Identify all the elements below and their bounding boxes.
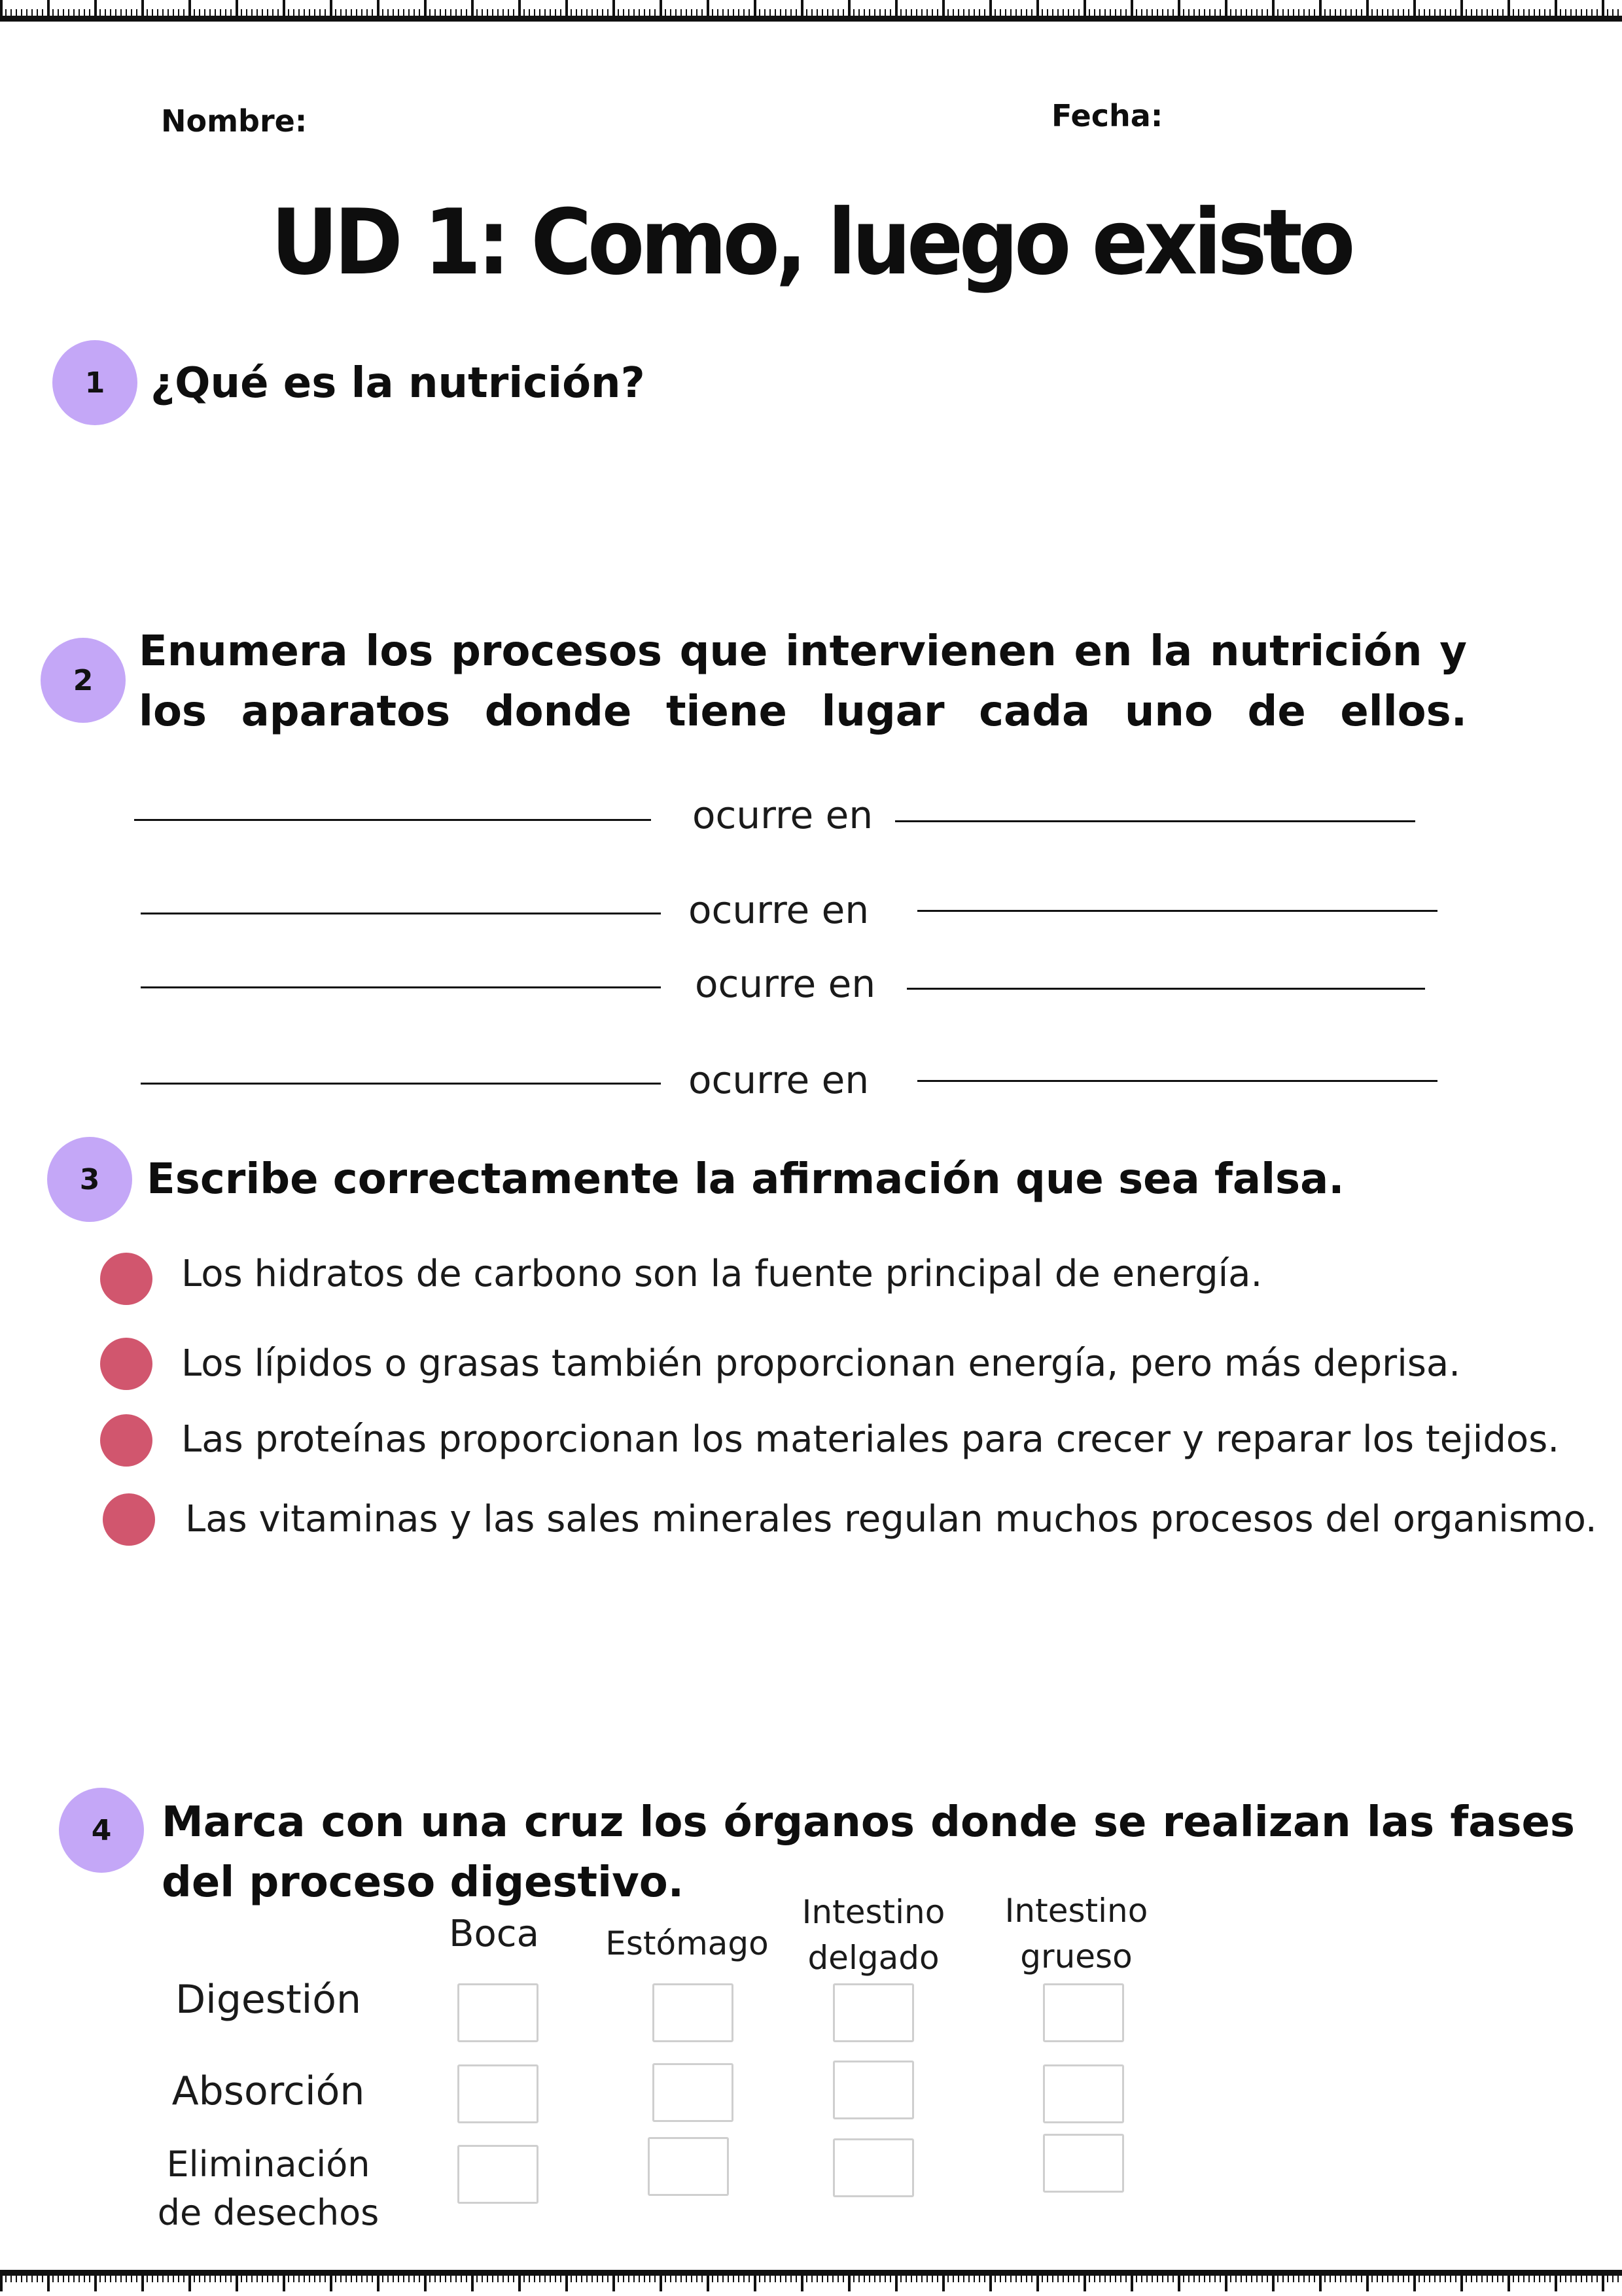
connector-text-3: ocurre en xyxy=(695,962,876,1006)
connector-text-1: ocurre en xyxy=(692,793,873,837)
answer-line-organ-4 xyxy=(917,1080,1437,1082)
column-header-estomago: Estómago xyxy=(605,1924,769,1962)
question-number-4: 4 xyxy=(59,1788,144,1873)
page-title: UD 1: Como, luego existo xyxy=(270,190,1352,295)
statement-2: Los lípidos o grasas también proporcionan energía, pero más deprisa. xyxy=(181,1342,1461,1385)
checkbox-eliminacion-estomago[interactable] xyxy=(648,2137,729,2196)
column-header-intestino-delgado: Intestino delgado xyxy=(802,1893,945,1977)
checkbox-absorcion-intestino-grueso[interactable] xyxy=(1043,2064,1124,2123)
statement-bullet-1 xyxy=(100,1253,152,1305)
question-4-text: Marca con una cruz los órganos donde se realizan las fases del proceso digestivo. xyxy=(162,1798,1575,1907)
answer-line-process-3 xyxy=(141,986,661,988)
checkbox-absorcion-intestino-delgado[interactable] xyxy=(833,2061,914,2119)
answer-line-organ-1 xyxy=(895,820,1415,822)
statement-3: Las proteínas proporcionan los materiales para crecer y reparar los tejidos. xyxy=(181,1418,1560,1461)
checkbox-absorcion-boca[interactable] xyxy=(457,2064,538,2123)
column-header-intestino-grueso: Intestino grueso xyxy=(1004,1892,1148,1975)
row-header-absorcion: Absorción xyxy=(171,2068,365,2114)
answer-line-process-2 xyxy=(141,913,661,914)
checkbox-digestion-intestino-delgado[interactable] xyxy=(833,1983,914,2042)
question-1-text: ¿Qué es la nutrición? xyxy=(150,359,645,408)
bottom-ruler-border xyxy=(0,2261,1622,2295)
name-label: Nombre: xyxy=(161,103,308,139)
statement-1: Los hidratos de carbono son la fuente principal de energía. xyxy=(181,1253,1263,1295)
statement-4: Las vitaminas y las sales minerales regulan muchos procesos del organismo. xyxy=(185,1498,1597,1540)
question-number-1: 1 xyxy=(52,340,137,425)
statement-bullet-2 xyxy=(100,1338,152,1390)
question-number-2: 2 xyxy=(41,638,126,723)
checkbox-digestion-intestino-grueso[interactable] xyxy=(1043,1983,1124,2042)
answer-line-process-4 xyxy=(141,1083,661,1085)
answer-line-organ-3 xyxy=(907,988,1425,990)
statement-bullet-4 xyxy=(103,1493,155,1546)
row-header-digestion: Digestión xyxy=(175,1977,362,2023)
question-2-text: Enumera los procesos que intervienen en la nutrición y los aparatos donde tiene lugar cada uno de ellos. xyxy=(139,627,1467,736)
checkbox-digestion-boca[interactable] xyxy=(457,1983,538,2042)
checkbox-eliminacion-intestino-grueso[interactable] xyxy=(1043,2134,1124,2193)
row-header-eliminacion: Eliminación de desechos xyxy=(157,2144,379,2233)
checkbox-digestion-estomago[interactable] xyxy=(652,1983,733,2042)
connector-text-2: ocurre en xyxy=(688,888,870,932)
connector-text-4: ocurre en xyxy=(688,1058,870,1102)
question-3-text: Escribe correctamente la afirmación que sea falsa. xyxy=(147,1155,1345,1204)
answer-line-organ-2 xyxy=(917,910,1437,912)
checkbox-absorcion-estomago[interactable] xyxy=(652,2063,733,2122)
answer-line-process-1 xyxy=(134,819,651,821)
top-ruler-border xyxy=(0,0,1622,34)
checkbox-eliminacion-intestino-delgado[interactable] xyxy=(833,2138,914,2197)
checkbox-eliminacion-boca[interactable] xyxy=(457,2145,538,2204)
question-number-3: 3 xyxy=(47,1137,132,1222)
statement-bullet-3 xyxy=(100,1414,152,1467)
date-label: Fecha: xyxy=(1051,98,1163,133)
column-header-boca: Boca xyxy=(449,1913,539,1955)
